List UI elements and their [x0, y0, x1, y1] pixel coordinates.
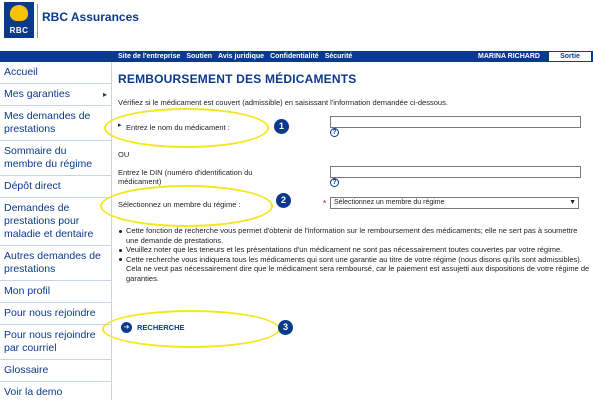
list-item: Cette fonction de recherche vous permet d'obtenir de l'information sur le remboursement des médicaments; elle ne sert pas à soumettre une demande de prestations.: [118, 226, 592, 245]
callout-badge: 3: [278, 320, 293, 335]
nav-link-securite[interactable]: Sécurité: [324, 53, 353, 60]
help-icon[interactable]: ?: [330, 178, 339, 187]
sidebar-item-autres-demandes[interactable]: [0, 246, 111, 281]
help-icon[interactable]: ?: [330, 128, 339, 137]
expand-arrow-icon: ▸: [102, 90, 107, 99]
bullet-triangle-icon: ▸: [118, 122, 122, 129]
sidebar-item-mes-garanties[interactable]: [0, 84, 111, 106]
callout-ellipse: [100, 185, 273, 227]
sidebar-item-label: Mes demandes de prestations: [4, 110, 91, 135]
brand-name: RBC Assurances: [42, 10, 139, 24]
member-select[interactable]: [330, 197, 579, 209]
din-input[interactable]: [330, 166, 581, 178]
member-select-label: Sélectionnez un membre du régime :: [118, 200, 241, 209]
din-label: Entrez le DIN (numéro d'identification du médicament): [118, 168, 253, 186]
main-content: [118, 62, 588, 400]
lion-icon: [10, 5, 28, 21]
callout-badge: 2: [276, 193, 291, 208]
sidebar: [0, 62, 112, 400]
top-nav: [0, 51, 593, 62]
sidebar-item-label: Voir la demo: [4, 386, 63, 398]
callout-badge: 1: [274, 119, 289, 134]
callout-ellipse: [104, 108, 269, 148]
sidebar-item-label: Accueil: [4, 66, 38, 78]
or-separator: OU: [118, 150, 130, 159]
sidebar-item-mon-profil[interactable]: [0, 281, 111, 303]
intro-text: Vérifiez si le médicament est couvert (admissible) en saisissant l'information demandée ci-dessous.: [118, 98, 448, 107]
page-title: REMBOURSEMENT DES MÉDICAMENTS: [118, 72, 357, 86]
drug-name-input[interactable]: [330, 116, 581, 128]
sidebar-item-label: Pour nous rejoindre: [4, 307, 96, 319]
user-name: MARINA RICHARD: [478, 53, 540, 60]
sidebar-item-mes-demandes[interactable]: [0, 106, 111, 141]
rbc-logo[interactable]: [4, 2, 34, 38]
notes-list: [118, 226, 592, 284]
sidebar-item-label: Mon profil: [4, 285, 51, 297]
sidebar-item-label: Dépôt direct: [4, 180, 61, 192]
header: [0, 0, 593, 51]
callout-ellipse: [102, 310, 280, 348]
top-nav-links: [118, 51, 352, 62]
arrow-right-icon: ➔: [121, 322, 132, 333]
nav-link-avis-juridique[interactable]: Avis juridique: [218, 53, 265, 60]
nav-link-soutien[interactable]: Soutien: [186, 53, 213, 60]
logout-button[interactable]: Sortie: [549, 52, 591, 61]
sidebar-item-label: Sommaire du membre du régime: [4, 145, 93, 170]
search-button-label: RECHERCHE: [137, 322, 185, 332]
sidebar-item-rejoindre-courriel[interactable]: [0, 325, 111, 360]
nav-link-confidentialite[interactable]: Confidentialité: [270, 53, 319, 60]
list-item: Veuillez noter que les teneurs et les présentations d'un médicament ne sont pas nécessairement toutes couvertes par votre régime.: [118, 245, 592, 255]
sidebar-item-demandes-maladie-dentaire[interactable]: [0, 198, 111, 246]
chevron-down-icon: ▼: [569, 199, 576, 206]
sidebar-item-glossaire[interactable]: [0, 360, 111, 382]
logo-text: RBC: [9, 26, 29, 35]
drug-name-label: Entrez le nom du médicament :: [126, 123, 230, 132]
sidebar-item-label: Autres demandes de prestations: [4, 250, 101, 275]
sidebar-item-label: Mes garanties: [4, 88, 70, 100]
sidebar-item-label: Demandes de prestations pour maladie et dentaire: [4, 202, 94, 240]
logo-divider: [37, 4, 38, 38]
sidebar-item-nous-rejoindre[interactable]: [0, 303, 111, 325]
member-select-value: Sélectionnez un membre du régime: [334, 199, 445, 206]
sidebar-item-sommaire-membre[interactable]: [0, 141, 111, 176]
nav-link-entreprise[interactable]: Site de l'entreprise: [118, 53, 181, 60]
list-item: Cette recherche vous indiquera tous les médicaments qui sont une garantie au titre de votre régime (nous disons qu'ils sont admissibles). Cela ne veut pas nécessairement dire que le médicament sera remboursé, car le paiement est assujetti aux dispositions de votre régime de garanties.: [118, 255, 592, 284]
sidebar-item-voir-demo[interactable]: [0, 382, 111, 400]
sidebar-item-label: Pour nous rejoindre par courriel: [4, 329, 96, 354]
sidebar-item-depot-direct[interactable]: [0, 176, 111, 198]
sidebar-item-label: Glossaire: [4, 364, 49, 376]
sidebar-item-accueil[interactable]: [0, 62, 111, 84]
required-marker: *: [323, 199, 327, 208]
